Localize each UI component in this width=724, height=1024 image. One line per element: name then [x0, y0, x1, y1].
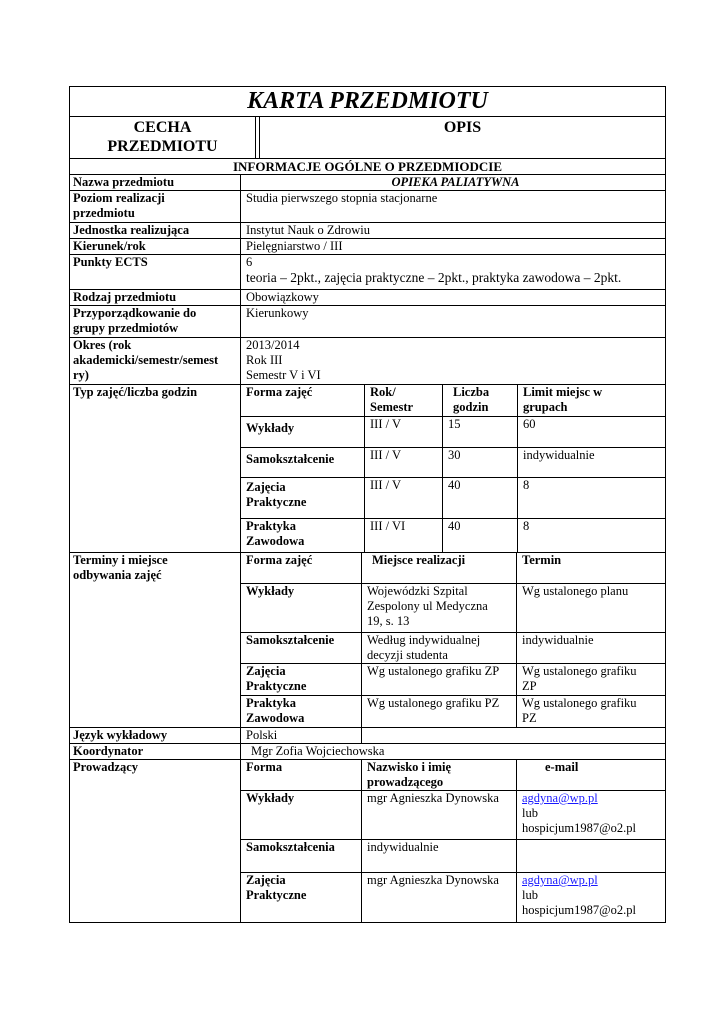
value-koordynator: Mgr Zofia Wojciechowska [251, 744, 385, 758]
label-okres [70, 338, 241, 384]
typ-forma [241, 478, 365, 518]
typ-zajec-table [241, 385, 665, 552]
table-row [241, 696, 665, 727]
label-okres-line1: Okres (rok [73, 338, 132, 352]
terminy-termin-line1: Wg ustalonego grafiku [522, 696, 637, 711]
prowadzacy-header-row [241, 760, 665, 791]
terminy-termin-line2: PZ [522, 711, 537, 726]
typ-forma-line1: Praktyka [246, 519, 296, 534]
row-ects [70, 255, 665, 290]
typ-header-row [241, 385, 665, 417]
typ-limit: indywidualnie [523, 447, 595, 462]
typ-header-limit-line1: Limit miejsc w [523, 385, 603, 399]
typ-forma: Samokształcenie [241, 448, 365, 478]
email-or: lub [522, 888, 538, 903]
terminy-header-miejsce: Miejsce realizacji [362, 553, 517, 583]
label-przyp-line1: Przyporządkowanie do [73, 306, 197, 320]
header-feature-line2: PRZEDMIOTU [107, 138, 218, 155]
label-jednostka: Jednostka realizująca [70, 223, 241, 238]
prowadzacy-table [241, 760, 665, 922]
terminy-forma: Samokształcenie [241, 633, 362, 664]
row-okres [70, 338, 665, 385]
label-nazwa: Nazwa przedmiotu [70, 175, 241, 190]
typ-rok: III / V [365, 448, 443, 478]
typ-header-limit-line2: grupach [523, 400, 568, 414]
email-link[interactable]: agdyna@wp.pl [522, 791, 598, 805]
terminy-forma-line1: Praktyka [246, 696, 296, 711]
header-feature-line1: CECHA [133, 119, 192, 136]
email-alt: hospicjum1987@o2.pl [522, 821, 636, 835]
terminy-miejsce-line1: Według indywidualnej [367, 632, 481, 647]
value-jezyk-wrap [241, 728, 665, 743]
row-prowadzacy [70, 760, 665, 922]
terminy-miejsce-line1: Wojewódzki Szpital [367, 583, 468, 598]
table-row [241, 791, 665, 840]
label-rodzaj: Rodzaj przedmiotu [70, 290, 241, 305]
value-kierunek: Pielęgniarstwo / III [246, 239, 343, 253]
typ-rok: III / V [365, 417, 443, 447]
typ-godz: 40 [443, 478, 518, 518]
label-prowadzacy: Prowadzący [70, 760, 241, 922]
prowadzacy-header-nazwisko-line1: Nazwisko i imię [367, 760, 452, 774]
prowadzacy-nazwisko: mgr Agnieszka Dynowska [362, 791, 517, 839]
header-row [70, 117, 665, 159]
typ-rok: III / V [365, 478, 443, 518]
typ-header-godzin [443, 385, 518, 416]
typ-limit: 8 [523, 519, 530, 534]
prowadzacy-forma: Samokształcenia [241, 840, 362, 872]
table-row [241, 633, 665, 665]
table-row [241, 448, 665, 479]
value-okres-rok: Rok III [246, 353, 283, 367]
table-row [241, 664, 665, 696]
terminy-header-row [241, 553, 665, 584]
typ-forma-line2: Praktyczne [246, 495, 307, 510]
value-jezyk: Polski [241, 728, 362, 743]
terminy-miejsce-line2: Zespolony ul Medyczna [367, 598, 488, 613]
terminy-termin-line1: Wg ustalonego grafiku [522, 664, 637, 679]
table-row [241, 584, 665, 633]
table-row [241, 478, 665, 519]
typ-godz: 30 [443, 448, 518, 478]
prowadzacy-header-forma: Forma [241, 760, 362, 790]
label-jezyk: Język wykładowy [70, 728, 241, 743]
typ-godz: 15 [443, 417, 518, 447]
terminy-termin: Wg ustalonego planu [522, 583, 629, 598]
terminy-forma: Wykłady [241, 584, 362, 632]
typ-forma: Wykłady [241, 417, 365, 447]
value-jednostka: Instytut Nauk o Zdrowiu [246, 223, 370, 237]
row-poziom [70, 191, 665, 223]
terminy-header-forma: Forma zajęć [241, 553, 362, 583]
terminy-termin [517, 664, 665, 695]
value-poziom: Studia pierwszego stopnia stacjonarne [246, 191, 438, 205]
label-okres-line2: akademicki/semestr/semest [73, 353, 219, 367]
course-card-table [69, 86, 666, 923]
terminy-forma-line1: Zajęcia [246, 664, 286, 679]
terminy-miejsce: Wg ustalonego grafiku PZ [362, 696, 517, 727]
terminy-table [241, 553, 665, 727]
prowadzacy-nazwisko: mgr Agnieszka Dynowska [362, 873, 517, 922]
terminy-header-termin: Termin [522, 553, 562, 567]
label-przyporzadkowanie [70, 306, 241, 337]
value-jezyk-row [241, 728, 665, 743]
label-terminy [70, 553, 241, 727]
typ-limit: 60 [523, 416, 536, 431]
label-koordynator: Koordynator [70, 744, 241, 759]
value-okres-semestr: Semestr V i VI [246, 368, 321, 382]
prowadzacy-header-nazwisko-line2: prowadzącego [367, 775, 444, 789]
row-jednostka [70, 223, 665, 239]
terminy-termin [517, 696, 665, 727]
table-row [241, 519, 665, 552]
prowadzacy-email [517, 873, 665, 922]
label-poziom-line1: Poziom realizacji [73, 191, 165, 205]
value-okres-year: 2013/2014 [246, 338, 300, 352]
header-feature [70, 117, 256, 158]
typ-header-godzin-line1: Liczba [453, 385, 490, 399]
label-typ-zajec: Typ zajęć/liczba godzin [70, 385, 241, 552]
typ-forma-line1: Zajęcia [246, 480, 286, 495]
value-przyporzadkowanie: Kierunkowy [246, 306, 309, 320]
row-jezyk [70, 728, 665, 744]
label-przyp-line2: grupy przedmiotów [73, 321, 179, 335]
email-alt: hospicjum1987@o2.pl [522, 903, 636, 918]
terminy-forma [241, 664, 362, 695]
typ-limit: 8 [523, 478, 530, 493]
email-or: lub [522, 806, 538, 820]
label-ects: Punkty ECTS [70, 255, 241, 289]
typ-header-rok-line1: Rok/ [370, 385, 396, 399]
typ-header-rok-line2: Semestr [370, 400, 414, 414]
table-row [241, 417, 665, 448]
value-okres [241, 338, 665, 384]
row-nazwa [70, 175, 665, 191]
table-row [241, 873, 665, 922]
label-kierunek: Kierunek/rok [70, 239, 241, 254]
section-heading: INFORMACJE OGÓLNE O PRZEDMIODCIE [70, 159, 665, 175]
typ-header-godzin-line2: godzin [453, 400, 489, 414]
terminy-miejsce [362, 633, 517, 664]
header-description: OPIS [259, 117, 665, 158]
prowadzacy-forma [241, 873, 362, 922]
terminy-miejsce [362, 584, 517, 632]
typ-header-rok [365, 385, 443, 416]
value-ects [241, 255, 665, 289]
row-przyporzadkowanie [70, 306, 665, 338]
label-okres-line3: ry) [73, 368, 89, 382]
terminy-forma [241, 696, 362, 727]
value-ects-points: 6 [246, 255, 253, 269]
terminy-forma-line2: Zawodowa [246, 711, 305, 726]
typ-header-forma: Forma zajęć [241, 385, 365, 416]
typ-forma-line2: Zawodowa [246, 534, 305, 549]
row-terminy [70, 553, 665, 728]
value-rodzaj: Obowiązkowy [246, 290, 319, 304]
prowadzacy-header-nazwisko [362, 760, 517, 790]
prowadzacy-forma-line1: Zajęcia [246, 873, 286, 888]
row-koordynator [70, 744, 665, 760]
prowadzacy-nazwisko: indywidualnie [362, 840, 517, 872]
row-kierunek [70, 239, 665, 255]
value-jezyk-empty [362, 728, 665, 743]
terminy-forma-line2: Praktyczne [246, 679, 307, 694]
terminy-miejsce-line3: 19, s. 13 [367, 613, 410, 628]
prowadzacy-email [517, 840, 665, 872]
prowadzacy-header-email: e-mail [545, 760, 579, 774]
card-title: KARTA PRZEDMIOTU [70, 87, 665, 117]
email-link[interactable]: agdyna@wp.pl [522, 873, 598, 888]
typ-godz: 40 [443, 519, 518, 552]
label-terminy-line1: Terminy i miejsce [73, 553, 168, 567]
row-rodzaj [70, 290, 665, 306]
prowadzacy-forma: Wykłady [241, 791, 362, 839]
terminy-miejsce: Wg ustalonego grafiku ZP [362, 664, 517, 695]
terminy-miejsce-line2: decyzji studenta [367, 647, 448, 662]
value-nazwa: OPIEKA PALIATYWNA [391, 175, 520, 189]
prowadzacy-email [517, 791, 665, 839]
value-ects-breakdown: teoria – 2pkt., zajęcia praktyczne – 2pkt., praktyka zawodowa – 2pkt. [246, 270, 622, 285]
label-terminy-line2: odbywania zajęć [73, 568, 162, 582]
table-row [241, 840, 665, 873]
terminy-termin-line2: ZP [522, 679, 537, 694]
row-typ-zajec [70, 385, 665, 553]
terminy-termin: indywidualnie [522, 632, 594, 647]
typ-rok: III / VI [365, 519, 443, 552]
label-poziom [70, 191, 241, 222]
typ-forma [241, 519, 365, 552]
label-poziom-line2: przedmiotu [73, 206, 135, 220]
prowadzacy-forma-line2: Praktyczne [246, 888, 307, 903]
typ-header-limit [518, 385, 665, 416]
